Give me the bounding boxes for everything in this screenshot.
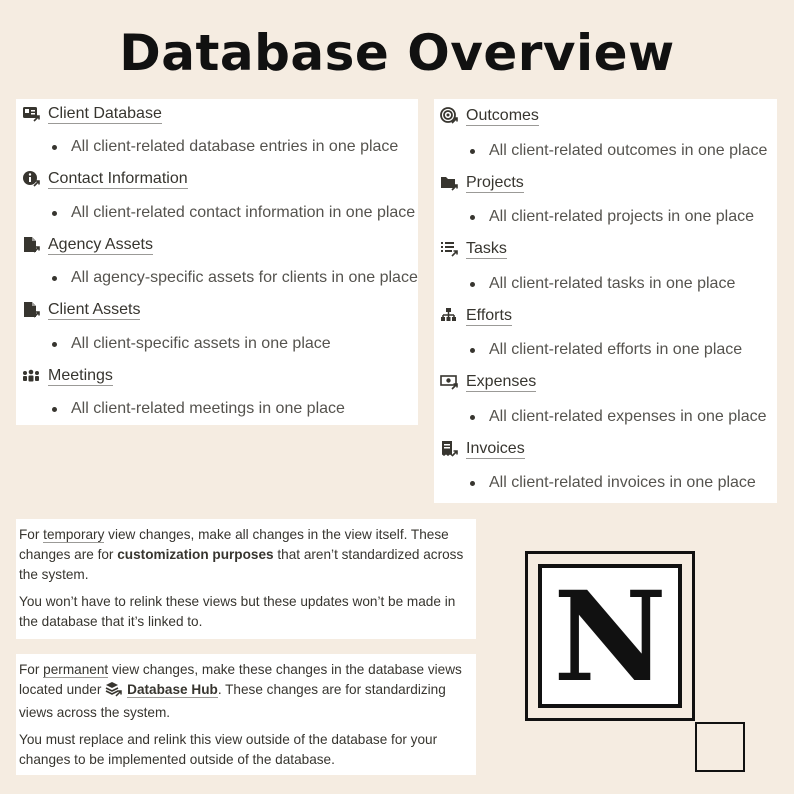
list-item bbox=[470, 206, 754, 228]
left-database-list bbox=[16, 99, 418, 425]
permanent-link[interactable]: permanent bbox=[43, 662, 109, 677]
link-label[interactable]: Client Database bbox=[48, 104, 162, 122]
bold-text: customization purposes bbox=[117, 547, 274, 562]
list-item bbox=[52, 267, 418, 289]
link-label[interactable]: Invoices bbox=[466, 439, 525, 457]
right-database-list bbox=[434, 99, 777, 503]
database-link-efforts[interactable] bbox=[440, 305, 512, 327]
database-link-invoices[interactable] bbox=[440, 438, 525, 460]
list-item bbox=[470, 140, 767, 162]
bullet bbox=[52, 276, 57, 281]
database-link-agency-assets[interactable] bbox=[22, 234, 153, 256]
item-description: All client-related invoices in one place bbox=[489, 474, 756, 491]
bullet bbox=[52, 211, 57, 216]
link-label[interactable]: Expenses bbox=[466, 372, 537, 390]
database-link-outcomes[interactable] bbox=[440, 105, 539, 127]
text: view changes bbox=[104, 527, 191, 542]
database-link-projects[interactable] bbox=[440, 172, 524, 194]
item-description: All agency-specific assets for clients in one place bbox=[71, 269, 418, 286]
text: For bbox=[19, 527, 44, 542]
bullet bbox=[470, 215, 475, 220]
info-icon bbox=[22, 170, 42, 188]
link-label[interactable]: Efforts bbox=[466, 306, 512, 324]
people-icon bbox=[22, 367, 42, 385]
temporary-link[interactable]: temporary bbox=[43, 527, 105, 542]
bullet bbox=[470, 282, 475, 287]
text: that aren’t standardized across the system. bbox=[19, 547, 464, 582]
database-link-expenses[interactable] bbox=[440, 371, 536, 393]
bullet bbox=[470, 348, 475, 353]
item-description: All client-specific assets in one place bbox=[71, 335, 331, 352]
database-link-tasks[interactable] bbox=[440, 238, 507, 260]
folder-icon bbox=[440, 174, 460, 192]
note-paragraph bbox=[19, 525, 468, 585]
list-item bbox=[470, 472, 756, 494]
item-description: All client-related projects in one place bbox=[489, 208, 755, 225]
list-item bbox=[52, 202, 415, 224]
database-link-contact-information[interactable] bbox=[22, 168, 188, 190]
link-label[interactable]: Client Assets bbox=[48, 300, 141, 318]
text: view changes bbox=[108, 662, 195, 677]
bullet bbox=[470, 415, 475, 420]
notion-logo bbox=[525, 551, 695, 721]
bullet bbox=[470, 481, 475, 486]
bullet bbox=[52, 342, 57, 347]
database-link-meetings[interactable] bbox=[22, 365, 113, 387]
money-icon bbox=[440, 373, 460, 391]
item-description: All client-related outcomes in one place bbox=[489, 142, 768, 159]
database-hub-icon bbox=[105, 681, 123, 703]
temporary-changes-note bbox=[16, 519, 476, 639]
link-label[interactable]: Meetings bbox=[48, 366, 113, 384]
note-paragraph bbox=[19, 660, 468, 723]
list-item bbox=[470, 339, 742, 361]
receipt-icon bbox=[440, 440, 460, 458]
list-item bbox=[470, 273, 735, 295]
item-description: All client-related meetings in one place bbox=[71, 400, 345, 417]
page-title: Database Overview bbox=[119, 24, 675, 82]
decorative-square bbox=[695, 722, 745, 772]
item-description: All client-related tasks in one place bbox=[489, 275, 736, 292]
text: , make all changes in the view itself. These changes are for bbox=[19, 527, 449, 562]
logo-inner-frame bbox=[538, 564, 682, 708]
document-icon bbox=[22, 301, 42, 319]
document-icon bbox=[22, 236, 42, 254]
checklist-icon bbox=[440, 240, 460, 258]
logo-letter: N bbox=[553, 565, 667, 710]
link-label[interactable]: Contact Information bbox=[48, 169, 188, 187]
hierarchy-icon bbox=[440, 307, 460, 325]
link-label[interactable]: Projects bbox=[466, 173, 524, 191]
bullet bbox=[52, 145, 57, 150]
note-paragraph: You must replace and relink this view outside of the database for your changes to be implemented outside of the database. bbox=[19, 732, 438, 767]
database-link-client-database[interactable] bbox=[22, 103, 162, 125]
list-item bbox=[52, 333, 331, 355]
bullet bbox=[470, 149, 475, 154]
text: For bbox=[19, 662, 44, 677]
item-description: All client-related expenses in one place bbox=[489, 408, 767, 425]
database-hub-link[interactable]: Database Hub bbox=[127, 682, 218, 697]
note-paragraph: You won’t have to relink these views but these updates won’t be made in the database that it’s linked to. bbox=[19, 594, 456, 629]
item-description: All client-related database entries in one place bbox=[71, 138, 399, 155]
database-link-client-assets[interactable] bbox=[22, 299, 140, 321]
link-label[interactable]: Tasks bbox=[466, 239, 507, 257]
list-item bbox=[470, 406, 767, 428]
target-icon bbox=[440, 107, 460, 125]
list-item bbox=[52, 398, 345, 420]
link-label[interactable]: Outcomes bbox=[466, 106, 539, 124]
permanent-changes-note bbox=[16, 654, 476, 775]
link-label[interactable]: Agency Assets bbox=[48, 235, 153, 253]
text: . These changes are for standardizing views across the system. bbox=[19, 682, 446, 720]
list-item bbox=[52, 136, 398, 158]
client-database-icon bbox=[22, 105, 42, 123]
item-description: All client-related contact information in one place bbox=[71, 204, 416, 221]
text: , make these changes in the database views located under bbox=[19, 662, 462, 697]
item-description: All client-related efforts in one place bbox=[489, 341, 743, 358]
bullet bbox=[52, 407, 57, 412]
